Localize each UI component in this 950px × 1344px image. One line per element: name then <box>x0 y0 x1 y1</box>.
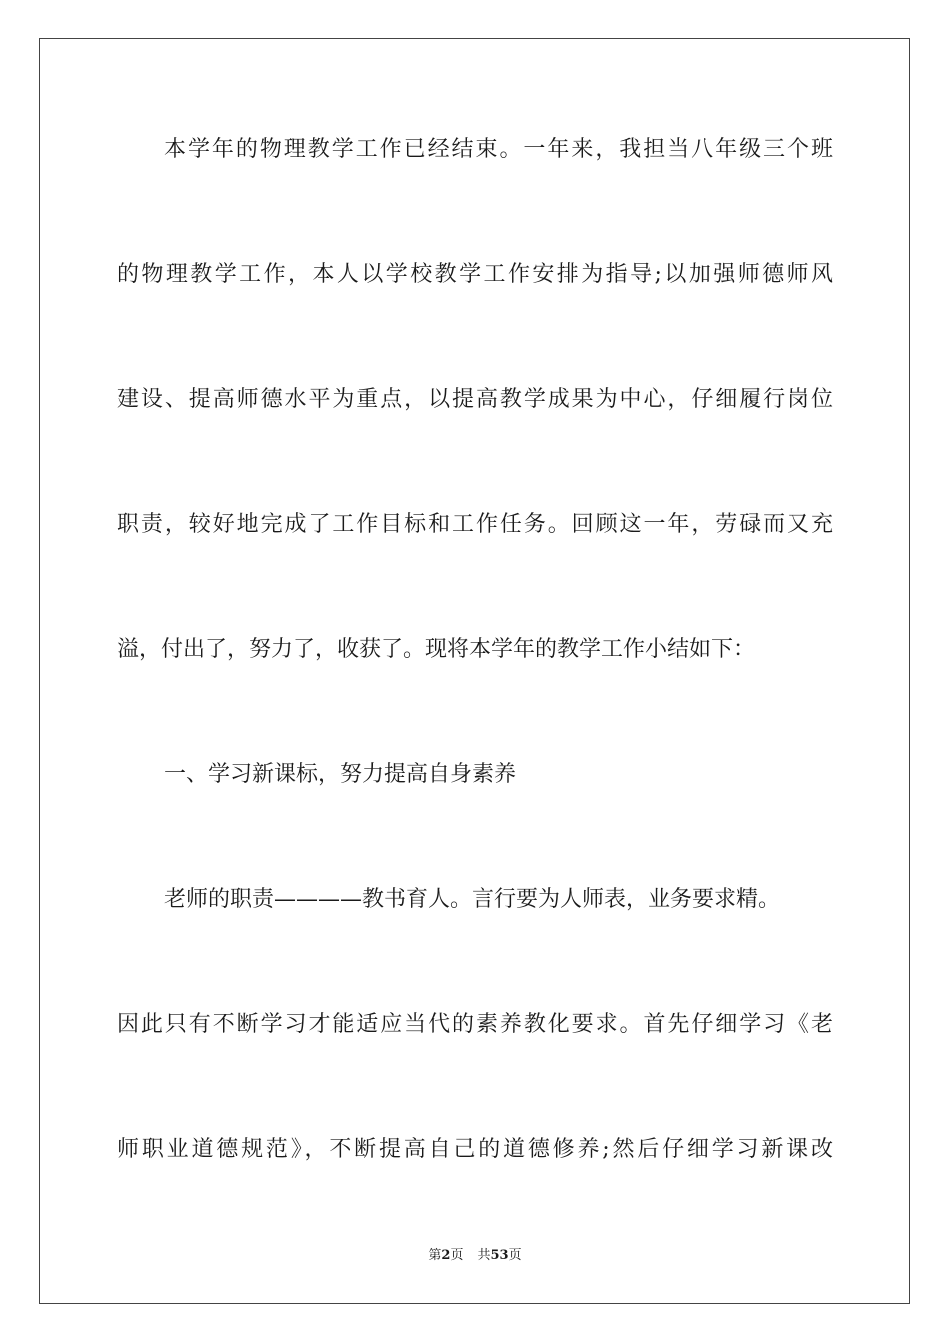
paragraph-2-line-1: 老师的职责————教书育人。言行要为人师表，业务要求精。 <box>164 887 781 912</box>
paragraph-1-line-4: 职责，较好地完成了工作目标和工作任务。回顾这一年，劳碌而又充 <box>117 512 833 537</box>
paragraph-2-line-3: 师职业道德规范》，不断提高自己的道德修养;然后仔细学习新课改 <box>117 1137 833 1162</box>
page-prefix: 第 <box>428 1248 442 1263</box>
section-heading-1: 一、学习新课标，努力提高自身素养 <box>164 762 517 787</box>
paragraph-1-line-2: 的物理教学工作，本人以学校教学工作安排为指导;以加强师德师风 <box>117 262 833 287</box>
total-unit: 页 <box>508 1248 522 1263</box>
page-total: 53 <box>490 1248 509 1263</box>
page-border <box>39 38 910 1304</box>
total-prefix: 共 <box>477 1248 491 1263</box>
paragraph-2-line-2: 因此只有不断学习才能适应当代的素养教化要求。首先仔细学习《老 <box>117 1012 833 1037</box>
paragraph-1-line-5: 溢，付出了，努力了，收获了。现将本学年的教学工作小结如下： <box>117 637 756 662</box>
paragraph-1-line-3: 建设、提高师德水平为重点，以提高教学成果为中心，仔细履行岗位 <box>117 387 833 412</box>
page-unit: 页 <box>450 1248 464 1263</box>
page-footer <box>0 1246 950 1266</box>
paragraph-1-line-1: 本学年的物理教学工作已经结束。一年来，我担当八年级三个班 <box>164 137 833 162</box>
page-current: 2 <box>441 1248 451 1263</box>
